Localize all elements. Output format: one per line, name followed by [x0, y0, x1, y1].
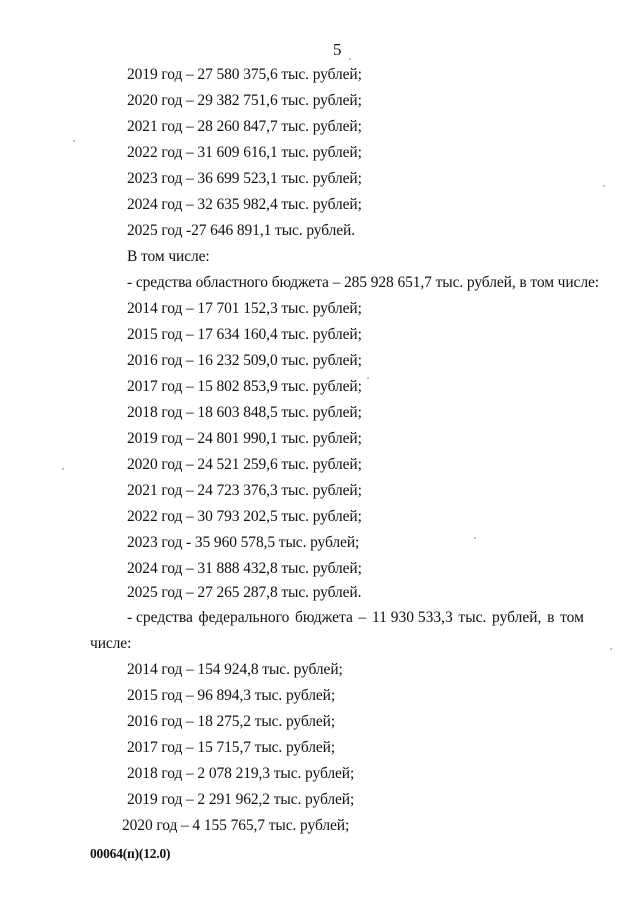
- budget-line: 2019 год – 27 580 375,6 тыс. рублей;: [127, 66, 362, 83]
- page-number: 5: [333, 40, 342, 59]
- heading-word: федерального: [198, 609, 290, 626]
- budget-line: 2025 год – 27 265 287,8 тыс. рублей.: [127, 584, 362, 601]
- scan-speck: [73, 140, 75, 142]
- budget-line: 2023 год – 36 699 523,1 тыс. рублей;: [127, 170, 362, 187]
- heading-word: тыс.: [458, 609, 487, 626]
- budget-line: 2016 год – 16 232 509,0 тыс. рублей;: [127, 352, 362, 369]
- budget-line: 2014 год – 17 701 152,3 тыс. рублей;: [127, 300, 362, 317]
- federal-heading-continuation: числе:: [90, 635, 132, 652]
- budget-line: 2019 год – 2 291 962,2 тыс. рублей;: [127, 791, 355, 808]
- budget-line: 2019 год – 24 801 990,1 тыс. рублей;: [127, 430, 362, 447]
- budget-line: 2022 год – 31 609 616,1 тыс. рублей;: [127, 144, 362, 161]
- budget-line: 2014 год – 154 924,8 тыс. рублей;: [127, 661, 343, 678]
- budget-line: 2021 год – 28 260 847,7 тыс. рублей;: [127, 118, 362, 135]
- budget-line: 2025 год -27 646 891,1 тыс. рублей.: [127, 222, 356, 239]
- budget-line: 2016 год – 18 275,2 тыс. рублей;: [127, 713, 336, 730]
- heading-word: в: [547, 609, 555, 626]
- budget-line: 2022 год – 30 793 202,5 тыс. рублей;: [127, 508, 362, 525]
- scan-speck: [474, 537, 476, 539]
- document-code: 00064(п)(12.0): [90, 846, 171, 861]
- budget-line: 2017 год – 15 715,7 тыс. рублей;: [127, 739, 336, 756]
- heading-word: бюджета: [295, 609, 353, 626]
- scan-speck: [603, 185, 605, 187]
- budget-line: 2020 год – 24 521 259,6 тыс. рублей;: [127, 456, 362, 473]
- regional-budget-heading: - средства областного бюджета – 285 928 651,7 тыс. рублей, в том числе:: [127, 274, 599, 291]
- scan-speck: [62, 468, 64, 470]
- budget-line: 2024 год – 32 635 982,4 тыс. рублей;: [127, 196, 362, 213]
- budget-line: 2024 год – 31 888 432,8 тыс. рублей;: [127, 560, 362, 577]
- budget-line: 2018 год – 2 078 219,3 тыс. рублей;: [127, 765, 355, 782]
- heading-word: 11 930 533,3: [371, 609, 453, 626]
- heading-word: –: [358, 609, 367, 626]
- budget-line: 2023 год - 35 960 578,5 тыс. рублей;: [127, 534, 360, 551]
- scan-speck: [349, 58, 351, 60]
- budget-line: 2020 год – 4 155 765,7 тыс. рублей;: [122, 817, 350, 834]
- budget-line: 2021 год – 24 723 376,3 тыс. рублей;: [127, 482, 362, 499]
- budget-line: 2015 год – 17 634 160,4 тыс. рублей;: [127, 326, 362, 343]
- heading-word: - средства: [127, 609, 193, 626]
- heading-word: том: [560, 609, 584, 626]
- federal-budget-heading: [127, 609, 584, 627]
- scan-speck: [610, 648, 612, 650]
- budget-line: 2020 год – 29 382 751,6 тыс. рублей;: [127, 92, 362, 109]
- budget-line: 2015 год – 96 894,3 тыс. рублей;: [127, 687, 336, 704]
- budget-line: 2017 год – 15 802 853,9 тыс. рублей;: [127, 378, 362, 395]
- heading-word: рублей,: [492, 609, 542, 626]
- scan-speck: [367, 377, 369, 379]
- section-heading: В том числе:: [127, 248, 210, 265]
- budget-line: 2018 год – 18 603 848,5 тыс. рублей;: [127, 404, 362, 421]
